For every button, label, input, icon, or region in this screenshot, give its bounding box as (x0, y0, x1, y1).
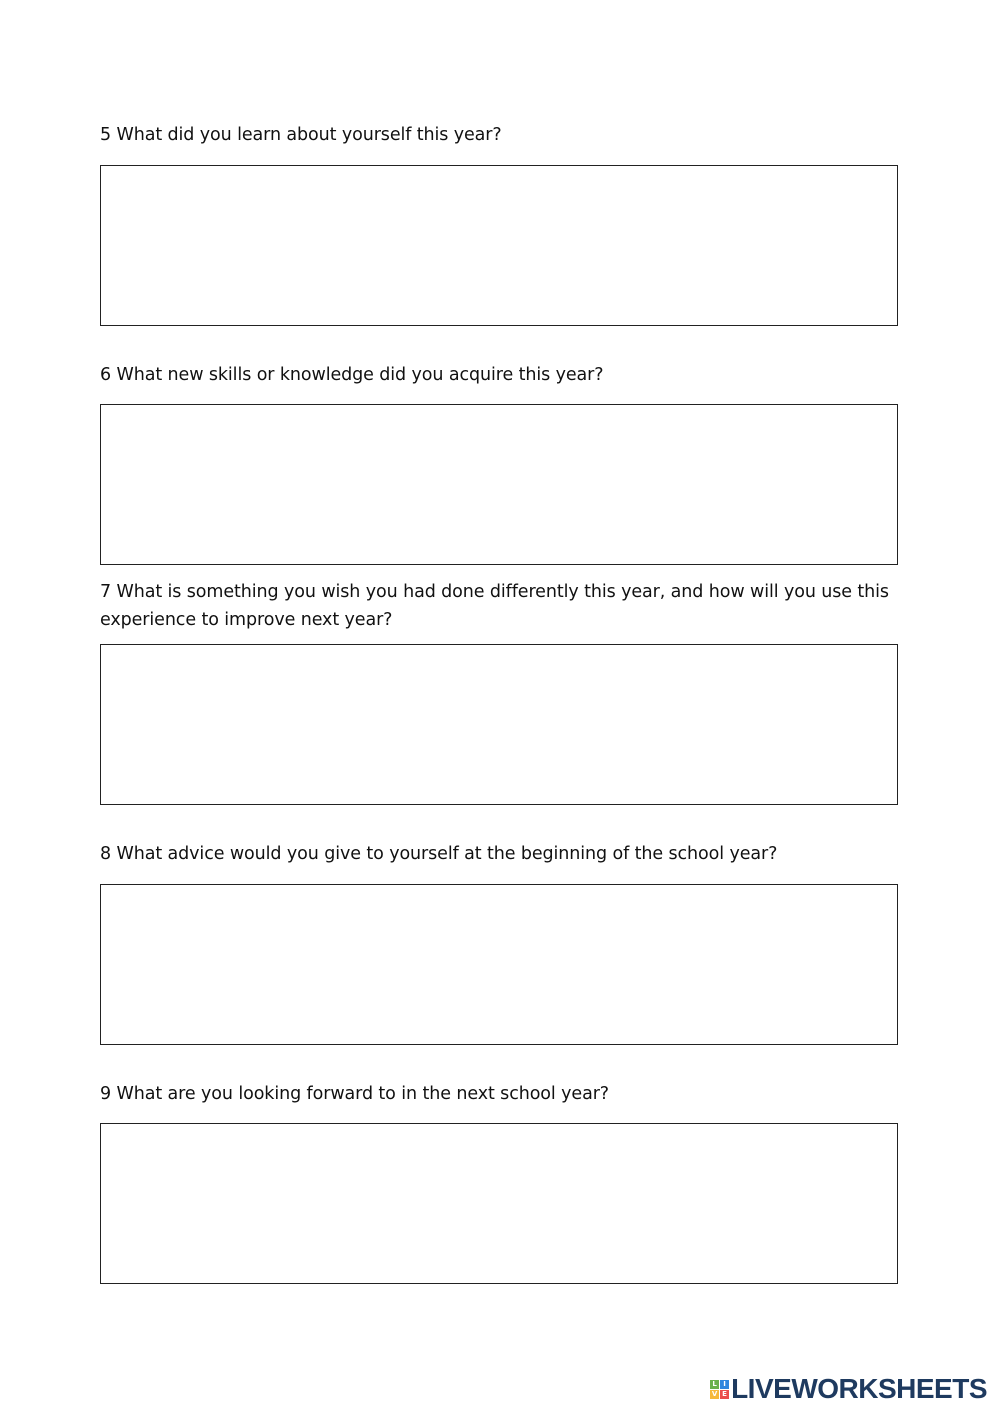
answer-box-6[interactable] (100, 404, 898, 565)
answer-box-8[interactable] (100, 884, 898, 1045)
question-6-text: 6 What new skills or knowledge did you acquire this year? (100, 365, 604, 385)
answer-box-7[interactable] (100, 644, 898, 805)
logo-letter-v: V (711, 1389, 718, 1398)
logo-letter-i: I (720, 1380, 729, 1389)
question-9-text: 9 What are you looking forward to in the next school year? (100, 1084, 609, 1104)
liveworksheets-logo-icon (710, 1380, 729, 1399)
brand-name: LIVEWORKSHEETS (731, 1373, 987, 1404)
question-7-text: 7 What is something you wish you had done differently this year, and how will you use this experience to improve next year? (100, 582, 889, 630)
answer-box-9[interactable] (100, 1123, 898, 1284)
question-8-text: 8 What advice would you give to yourself at the beginning of the school year? (100, 844, 778, 864)
liveworksheets-brand (710, 1373, 987, 1405)
logo-letter-l: L (710, 1380, 719, 1389)
logo-letter-e: E (720, 1390, 729, 1399)
answer-box-5[interactable] (100, 165, 898, 326)
question-5-text: 5 What did you learn about yourself this year? (100, 125, 502, 145)
